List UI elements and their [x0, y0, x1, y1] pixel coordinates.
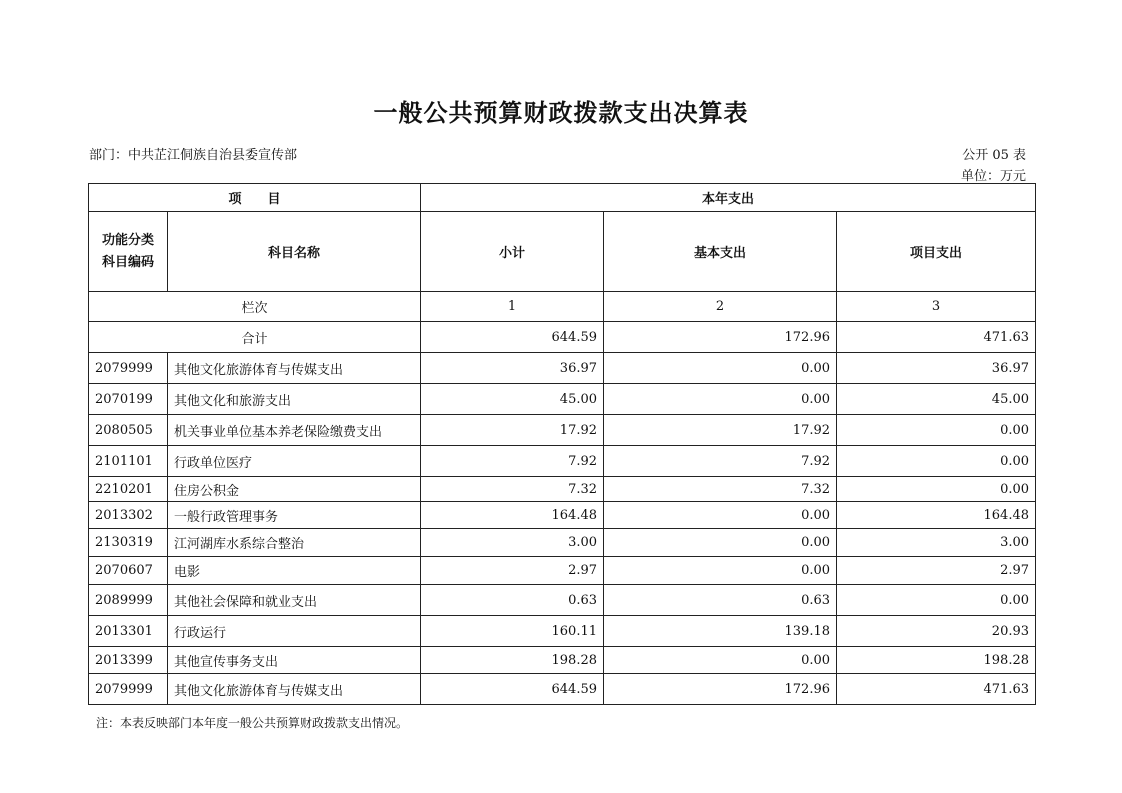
row-project: 0.00 — [837, 415, 1036, 446]
row-basic: 0.00 — [604, 647, 837, 674]
column-index-3: 3 — [837, 292, 1036, 322]
row-basic: 7.92 — [604, 446, 837, 477]
row-subtotal: 17.92 — [421, 415, 604, 446]
table-row — [89, 557, 1036, 585]
row-subtotal: 160.11 — [421, 616, 604, 647]
column-index-label: 栏次 — [89, 292, 421, 322]
row-code: 2079999 — [89, 674, 168, 705]
row-name: 其他社会保障和就业支出 — [168, 585, 421, 616]
row-name: 江河湖库水系综合整治 — [168, 529, 421, 557]
table-row — [89, 674, 1036, 705]
row-basic: 0.00 — [604, 529, 837, 557]
row-basic: 0.63 — [604, 585, 837, 616]
row-name: 电影 — [168, 557, 421, 585]
row-name: 行政单位医疗 — [168, 446, 421, 477]
row-basic: 172.96 — [604, 674, 837, 705]
row-subtotal: 0.63 — [421, 585, 604, 616]
total-project: 471.63 — [837, 322, 1036, 353]
row-project: 20.93 — [837, 616, 1036, 647]
expenditure-table — [88, 183, 1036, 705]
row-project: 471.63 — [837, 674, 1036, 705]
table-row — [89, 502, 1036, 529]
page-title: 一般公共预算财政拨款支出决算表 — [373, 99, 749, 127]
table-row — [89, 415, 1036, 446]
row-basic: 7.32 — [604, 477, 837, 502]
header-name: 科目名称 — [168, 212, 421, 292]
table-row — [89, 446, 1036, 477]
header-basic: 基本支出 — [604, 212, 837, 292]
row-subtotal: 36.97 — [421, 353, 604, 384]
row-basic: 17.92 — [604, 415, 837, 446]
header-project: 项 目 — [89, 184, 421, 212]
row-name: 住房公积金 — [168, 477, 421, 502]
row-project: 0.00 — [837, 446, 1036, 477]
total-label: 合计 — [89, 322, 421, 353]
table-row — [89, 585, 1036, 616]
total-basic: 172.96 — [604, 322, 837, 353]
row-code: 2080505 — [89, 415, 168, 446]
row-basic: 0.00 — [604, 353, 837, 384]
table-row — [89, 616, 1036, 647]
table-row — [89, 529, 1036, 557]
row-project: 3.00 — [837, 529, 1036, 557]
row-code: 2089999 — [89, 585, 168, 616]
header-subtotal: 小计 — [421, 212, 604, 292]
row-name: 机关事业单位基本养老保险缴费支出 — [168, 415, 421, 446]
unit-label: 单位：万元 — [960, 169, 1026, 184]
row-name: 其他文化和旅游支出 — [168, 384, 421, 415]
row-project: 36.97 — [837, 353, 1036, 384]
table-row — [89, 353, 1036, 384]
row-basic: 0.00 — [604, 502, 837, 529]
table-row — [89, 384, 1036, 415]
row-project: 164.48 — [837, 502, 1036, 529]
footnote: 注：本表反映部门本年度一般公共预算财政拨款支出情况。 — [96, 716, 409, 730]
row-code: 2101101 — [89, 446, 168, 477]
header-current-year: 本年支出 — [421, 184, 1036, 212]
row-basic: 0.00 — [604, 384, 837, 415]
column-index-row — [89, 292, 1036, 322]
row-code: 2130319 — [89, 529, 168, 557]
row-code: 2013302 — [89, 502, 168, 529]
row-name: 行政运行 — [168, 616, 421, 647]
row-project: 45.00 — [837, 384, 1036, 415]
table-row — [89, 647, 1036, 674]
row-name: 一般行政管理事务 — [168, 502, 421, 529]
row-code: 2070199 — [89, 384, 168, 415]
row-basic: 0.00 — [604, 557, 837, 585]
row-basic: 139.18 — [604, 616, 837, 647]
total-row — [89, 322, 1036, 353]
header-project-expense: 项目支出 — [837, 212, 1036, 292]
column-index-1: 1 — [421, 292, 604, 322]
row-subtotal: 3.00 — [421, 529, 604, 557]
header-row-1 — [89, 184, 1036, 212]
row-project: 0.00 — [837, 585, 1036, 616]
row-name: 其他宣传事务支出 — [168, 647, 421, 674]
row-subtotal: 198.28 — [421, 647, 604, 674]
row-project: 2.97 — [837, 557, 1036, 585]
table-row — [89, 477, 1036, 502]
row-subtotal: 7.32 — [421, 477, 604, 502]
row-name: 其他文化旅游体育与传媒支出 — [168, 353, 421, 384]
row-subtotal: 7.92 — [421, 446, 604, 477]
department-label: 部门：中共芷江侗族自治县委宣传部 — [89, 148, 298, 163]
row-code: 2070607 — [89, 557, 168, 585]
form-number: 公开 05 表 — [962, 148, 1026, 163]
row-code: 2079999 — [89, 353, 168, 384]
column-index-2: 2 — [604, 292, 837, 322]
header-row-2 — [89, 212, 1036, 292]
row-project: 0.00 — [837, 477, 1036, 502]
total-subtotal: 644.59 — [421, 322, 604, 353]
row-subtotal: 164.48 — [421, 502, 604, 529]
row-subtotal: 45.00 — [421, 384, 604, 415]
row-subtotal: 644.59 — [421, 674, 604, 705]
row-subtotal: 2.97 — [421, 557, 604, 585]
header-code: 功能分类 科目编码 — [89, 212, 168, 292]
row-code: 2210201 — [89, 477, 168, 502]
row-code: 2013301 — [89, 616, 168, 647]
row-name: 其他文化旅游体育与传媒支出 — [168, 674, 421, 705]
row-code: 2013399 — [89, 647, 168, 674]
row-project: 198.28 — [837, 647, 1036, 674]
